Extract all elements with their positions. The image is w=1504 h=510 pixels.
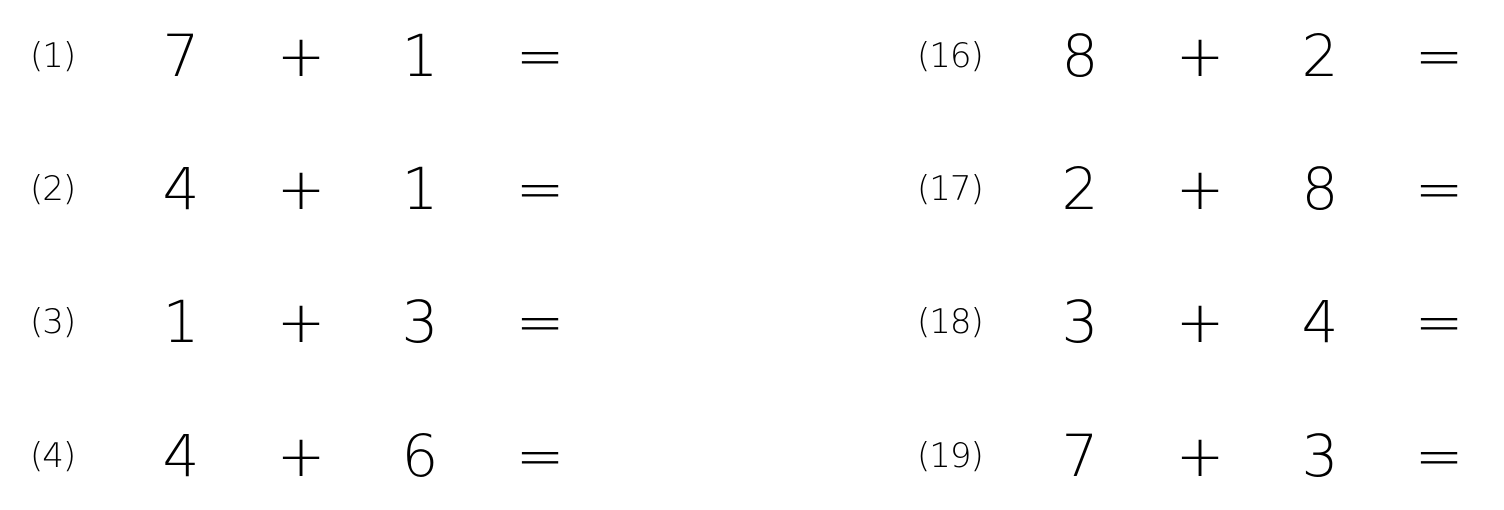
first-operand: 3 <box>1061 288 1099 356</box>
problem-number: (4) <box>30 436 76 476</box>
plus-sign: + <box>276 22 326 90</box>
plus-sign: + <box>276 155 326 223</box>
equals-sign: = <box>515 288 565 356</box>
second-operand: 8 <box>1301 155 1339 223</box>
plus-sign: + <box>276 288 326 356</box>
second-operand: 6 <box>401 422 439 490</box>
plus-sign: + <box>1175 155 1225 223</box>
first-operand: 7 <box>1061 422 1099 490</box>
problem-number: (16) <box>917 36 983 76</box>
problem-16 <box>917 16 1504 96</box>
problem-3 <box>30 282 650 362</box>
problem-2 <box>30 149 650 229</box>
first-operand: 2 <box>1061 155 1099 223</box>
plus-sign: + <box>276 422 326 490</box>
problem-18 <box>917 282 1504 362</box>
first-operand: 7 <box>162 22 200 90</box>
problem-number: (19) <box>917 436 983 476</box>
second-operand: 2 <box>1301 22 1339 90</box>
second-operand: 3 <box>1301 422 1339 490</box>
plus-sign: + <box>1175 288 1225 356</box>
second-operand: 4 <box>1301 288 1339 356</box>
problem-1 <box>30 16 650 96</box>
problem-number: (2) <box>30 169 76 209</box>
first-operand: 4 <box>162 422 200 490</box>
first-operand: 8 <box>1061 22 1099 90</box>
first-operand: 4 <box>162 155 200 223</box>
equals-sign: = <box>1414 288 1464 356</box>
plus-sign: + <box>1175 22 1225 90</box>
equals-sign: = <box>1414 422 1464 490</box>
problem-17 <box>917 149 1504 229</box>
equals-sign: = <box>515 155 565 223</box>
problem-19 <box>917 416 1504 496</box>
problem-number: (17) <box>917 169 983 209</box>
second-operand: 1 <box>401 22 439 90</box>
problem-number: (18) <box>917 302 983 342</box>
equals-sign: = <box>1414 155 1464 223</box>
equals-sign: = <box>1414 22 1464 90</box>
problem-4 <box>30 416 650 496</box>
plus-sign: + <box>1175 422 1225 490</box>
first-operand: 1 <box>162 288 200 356</box>
equals-sign: = <box>515 22 565 90</box>
second-operand: 1 <box>401 155 439 223</box>
equals-sign: = <box>515 422 565 490</box>
problem-number: (3) <box>30 302 76 342</box>
second-operand: 3 <box>401 288 439 356</box>
problem-number: (1) <box>30 36 76 76</box>
